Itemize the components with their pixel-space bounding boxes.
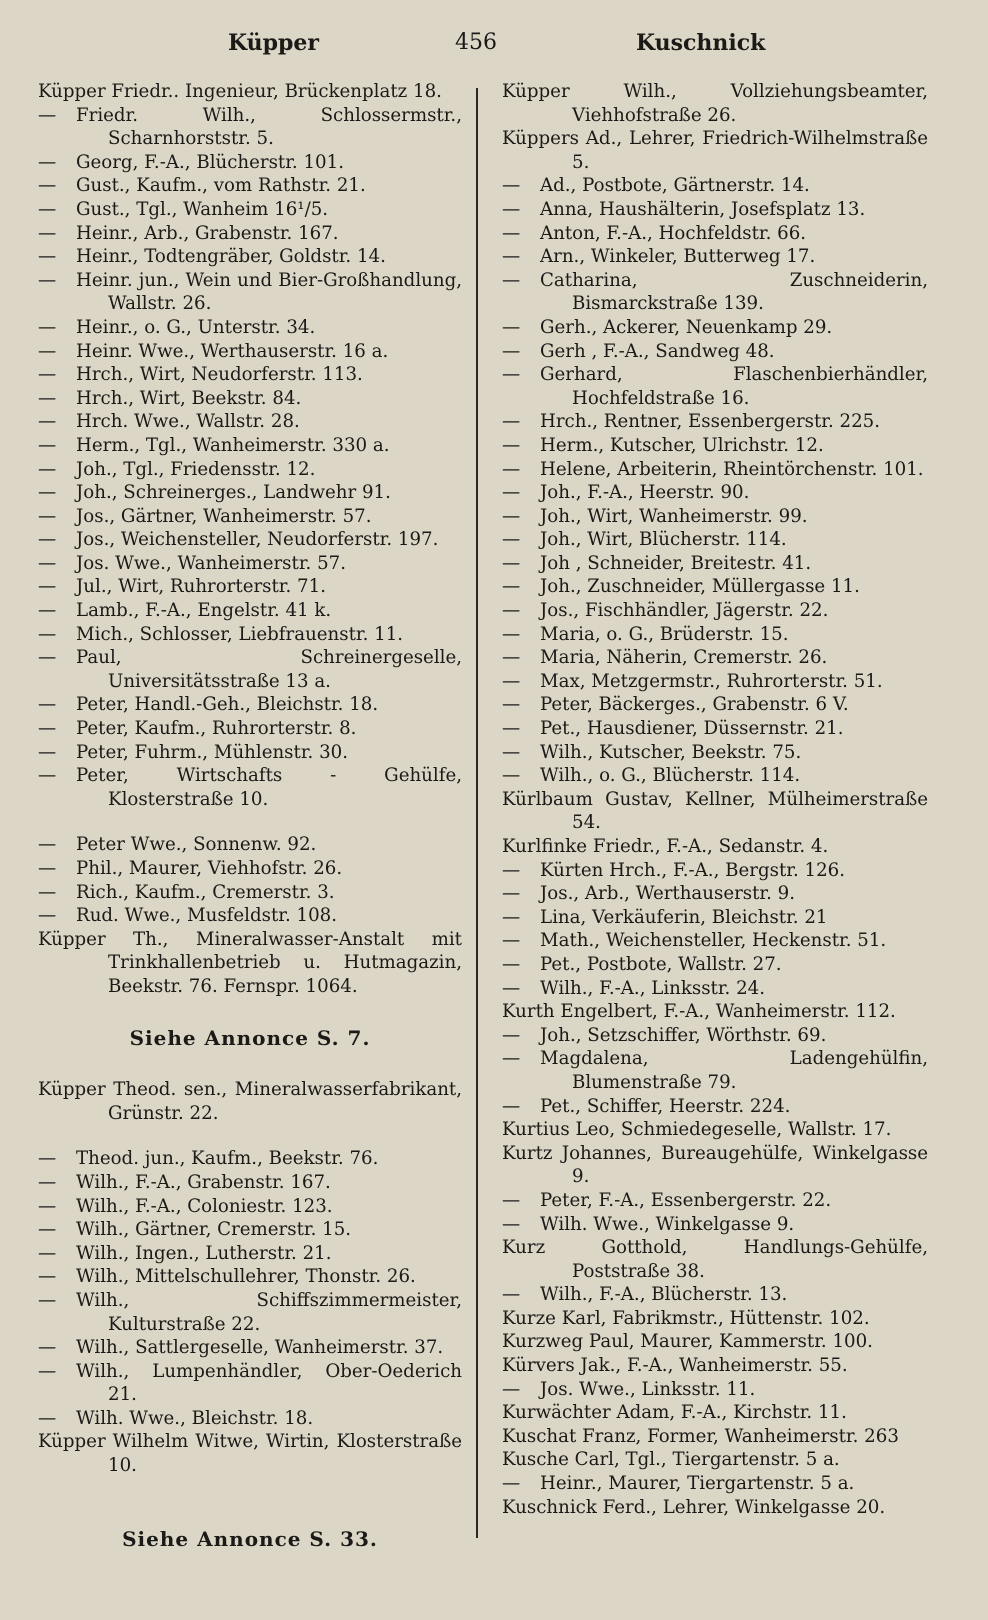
ditto-dash: — bbox=[502, 246, 521, 268]
ditto-dash: — bbox=[502, 647, 521, 669]
spacer bbox=[38, 1500, 462, 1522]
directory-entry bbox=[38, 1430, 462, 1477]
entry-text: Küpper Wilhelm Witwe, Wirtin, Klosterstraße 10. bbox=[38, 1431, 462, 1477]
directory-entry bbox=[38, 410, 462, 434]
entry-text: Hrch., Wirt, Neudorferstr. 113. bbox=[76, 364, 363, 386]
ditto-dash: — bbox=[38, 316, 57, 338]
directory-entry bbox=[502, 174, 928, 198]
directory-entry bbox=[38, 481, 462, 505]
directory-entry bbox=[38, 151, 462, 175]
entry-text: Kürvers Jak., F.-A., Wanheimerstr. 55. bbox=[502, 1355, 848, 1377]
entry-text: Lina, Verkäuferin, Bleichstr. 21 bbox=[540, 906, 828, 928]
entry-text: Küpper Th., Mineralwasser-Anstalt mit Trinkhallenbetrieb u. Hutmagazin, Beekstr. 76. Fernspr. 1064. bbox=[38, 928, 462, 997]
ditto-dash: — bbox=[502, 1213, 521, 1235]
ditto-dash: — bbox=[38, 647, 57, 669]
entry-text: Küpper Wilh., Vollziehungsbeamter, Viehhofstraße 26. bbox=[502, 81, 928, 126]
entry-text: Math., Weichensteller, Heckenstr. 51. bbox=[540, 930, 887, 952]
entry-text: Joh., Tgl., Friedensstr. 12. bbox=[76, 458, 316, 480]
directory-entry bbox=[38, 552, 462, 576]
entry-text: Peter, F.-A., Essenbergerstr. 22. bbox=[540, 1189, 832, 1211]
entry-text: Jos. Wwe., Linksstr. 11. bbox=[540, 1378, 756, 1400]
entry-text: Pet., Postbote, Wallstr. 27. bbox=[540, 953, 782, 975]
ditto-dash: — bbox=[38, 834, 57, 856]
ditto-dash: — bbox=[38, 765, 57, 787]
directory-entry bbox=[502, 1330, 928, 1354]
entry-text: Wilh., Schiffszimmermeister, Kulturstraße 22. bbox=[76, 1289, 462, 1335]
entry-text: Hrch. Wwe., Wallstr. 28. bbox=[76, 411, 300, 433]
ditto-dash: — bbox=[38, 411, 57, 433]
entry-text: Maria, Näherin, Cremerstr. 26. bbox=[540, 647, 828, 669]
ditto-dash: — bbox=[502, 552, 521, 574]
directory-entry bbox=[38, 764, 462, 811]
entry-text: Jos., Gärtner, Wanheimerstr. 57. bbox=[76, 505, 372, 527]
ditto-dash: — bbox=[38, 1148, 57, 1170]
directory-entry bbox=[502, 859, 928, 883]
directory-entry bbox=[38, 1078, 462, 1125]
directory-entry bbox=[502, 670, 928, 694]
ditto-dash: — bbox=[38, 387, 57, 409]
entry-text: Kurth Engelbert, F.-A., Wanheimerstr. 112. bbox=[502, 1001, 896, 1023]
ditto-dash: — bbox=[502, 269, 521, 291]
entry-text: Maria, o. G., Brüderstr. 15. bbox=[540, 623, 789, 645]
directory-entry bbox=[38, 1336, 462, 1360]
entry-text: Wilh., Ingen., Lutherstr. 21. bbox=[76, 1242, 332, 1264]
ditto-dash: — bbox=[38, 1219, 57, 1241]
entry-text: Joh., Wirt, Blücherstr. 114. bbox=[540, 529, 787, 551]
entry-text: Peter, Bäckerges., Grabenstr. 6 V. bbox=[540, 694, 849, 716]
spacer bbox=[38, 999, 462, 1021]
directory-entry bbox=[502, 505, 928, 529]
ditto-dash: — bbox=[38, 198, 57, 220]
entry-text: Joh., Setzschiffer, Wörthstr. 69. bbox=[540, 1024, 827, 1046]
directory-entry bbox=[38, 1195, 462, 1219]
directory-entry bbox=[502, 717, 928, 741]
directory-entry bbox=[38, 599, 462, 623]
directory-entry bbox=[502, 1024, 928, 1048]
directory-entry bbox=[502, 316, 928, 340]
entry-text: Wilh., F.-A., Grabenstr. 167. bbox=[76, 1171, 331, 1193]
directory-entry bbox=[38, 1242, 462, 1266]
directory-entry bbox=[38, 904, 462, 928]
directory-entry bbox=[502, 1095, 928, 1119]
entry-text: Herm., Tgl., Wanheimerstr. 330 a. bbox=[76, 434, 390, 456]
directory-entry bbox=[502, 481, 928, 505]
directory-entry bbox=[502, 1378, 928, 1402]
ditto-dash: — bbox=[502, 883, 521, 905]
entry-text: Küpper Friedr.. Ingenieur, Brückenplatz 18. bbox=[38, 81, 442, 102]
directory-entry bbox=[38, 434, 462, 458]
ditto-dash: — bbox=[38, 434, 57, 456]
entry-text: Gust., Kaufm., vom Rathstr. 21. bbox=[76, 175, 366, 197]
entry-text: Joh., Wirt, Wanheimerstr. 99. bbox=[540, 505, 808, 527]
directory-entry bbox=[38, 269, 462, 316]
directory-entry bbox=[38, 717, 462, 741]
directory-entry bbox=[502, 1472, 928, 1496]
ditto-dash: — bbox=[502, 458, 521, 480]
entry-text: Helene, Arbeiterin, Rheintörchenstr. 101. bbox=[540, 458, 924, 480]
directory-entry bbox=[502, 835, 928, 859]
entry-text: Jul., Wirt, Ruhrorterstr. 71. bbox=[76, 576, 326, 598]
ditto-dash: — bbox=[38, 576, 57, 598]
directory-entry bbox=[38, 1360, 462, 1407]
entry-text: Kuschnick Ferd., Lehrer, Winkelgasse 20. bbox=[502, 1496, 886, 1518]
directory-entry bbox=[38, 833, 462, 857]
entry-text: Wilh., Lumpenhändler, Ober-Oederich 21. bbox=[76, 1360, 462, 1406]
directory-entry bbox=[38, 222, 462, 246]
directory-entry bbox=[38, 1407, 462, 1431]
entry-text: Jos., Fischhändler, Jägerstr. 22. bbox=[540, 600, 829, 622]
ditto-dash: — bbox=[502, 600, 521, 622]
entry-text: Kusche Carl, Tgl., Tiergartenstr. 5 a. bbox=[502, 1449, 840, 1471]
directory-entry bbox=[502, 693, 928, 717]
entry-text: Wilh., Gärtner, Cremerstr. 15. bbox=[76, 1219, 352, 1241]
entry-text: Rud. Wwe., Musfeldstr. 108. bbox=[76, 905, 337, 927]
ditto-dash: — bbox=[502, 1024, 521, 1046]
ditto-dash: — bbox=[38, 458, 57, 480]
entry-text: Peter, Fuhrm., Mühlenstr. 30. bbox=[76, 741, 349, 763]
directory-entry bbox=[38, 528, 462, 552]
directory-entry bbox=[502, 552, 928, 576]
directory-entry bbox=[38, 458, 462, 482]
entry-text: Wilh., Sattlergeselle, Wanheimerstr. 37. bbox=[76, 1337, 444, 1359]
entry-text: Jos., Weichensteller, Neudorferstr. 197. bbox=[76, 529, 439, 551]
entry-text: Küppers Ad., Lehrer, Friedrich-Wilhelmstraße 5. bbox=[502, 128, 928, 173]
ditto-dash: — bbox=[38, 505, 57, 527]
entry-text: Kurwächter Adam, F.-A., Kirchstr. 11. bbox=[502, 1402, 847, 1424]
entry-text: Heinr. Wwe., Werthauserstr. 16 a. bbox=[76, 340, 389, 362]
ditto-dash: — bbox=[502, 930, 521, 952]
entry-text: Kurze Karl, Fabrikmstr., Hüttenstr. 102. bbox=[502, 1307, 870, 1329]
entry-text: Peter, Wirtschafts - Gehülfe, Klosterstraße 10. bbox=[76, 765, 462, 810]
ditto-dash: — bbox=[502, 670, 521, 692]
entry-text: Hrch., Wirt, Beekstr. 84. bbox=[76, 387, 302, 409]
entry-text: Phil., Maurer, Viehhofstr. 26. bbox=[76, 858, 343, 879]
directory-entry bbox=[502, 906, 928, 930]
directory-entry bbox=[502, 1401, 928, 1425]
ditto-dash: — bbox=[38, 482, 57, 504]
ditto-dash: — bbox=[38, 881, 57, 903]
entry-text: Mich., Schlosser, Liebfrauenstr. 11. bbox=[76, 623, 404, 645]
entry-text: Arn., Winkeler, Butterweg 17. bbox=[540, 246, 816, 268]
entry-text: Kurtius Leo, Schmiedegeselle, Wallstr. 17. bbox=[502, 1119, 892, 1141]
directory-entry bbox=[502, 1118, 928, 1142]
directory-entry bbox=[38, 505, 462, 529]
directory-entry bbox=[502, 977, 928, 1001]
ditto-dash: — bbox=[502, 198, 521, 220]
ditto-dash: — bbox=[38, 1407, 57, 1429]
ditto-dash: — bbox=[38, 1360, 57, 1382]
directory-entry bbox=[502, 1448, 928, 1472]
directory-entry bbox=[502, 434, 928, 458]
directory-entry bbox=[502, 1425, 928, 1449]
directory-entry bbox=[502, 575, 928, 599]
ditto-dash: — bbox=[502, 906, 521, 928]
ditto-dash: — bbox=[38, 269, 57, 291]
directory-entry bbox=[38, 104, 462, 151]
directory-entry bbox=[502, 1236, 928, 1283]
ditto-dash: — bbox=[38, 222, 57, 244]
directory-entry bbox=[502, 1142, 928, 1189]
entry-text: Gerh , F.-A., Sandweg 48. bbox=[540, 340, 775, 362]
ditto-dash: — bbox=[38, 1266, 57, 1288]
entry-text: Catharina, Zuschneiderin, Bismarckstraße 139. bbox=[540, 269, 928, 315]
header-left-catchword: Küpper bbox=[228, 30, 319, 56]
ditto-dash: — bbox=[38, 718, 57, 740]
ditto-dash: — bbox=[38, 1289, 57, 1311]
ditto-dash: — bbox=[38, 741, 57, 763]
entry-text: Kürlbaum Gustav, Kellner, Mülheimerstraße 54. bbox=[502, 788, 928, 834]
entry-text: Heinr., Arb., Grabenstr. 167. bbox=[76, 222, 339, 244]
ditto-dash: — bbox=[502, 576, 521, 598]
ditto-dash: — bbox=[502, 222, 521, 244]
directory-entry bbox=[38, 198, 462, 222]
entry-text: Heinr., Todtengräber, Goldstr. 14. bbox=[76, 246, 386, 268]
header-right-catchword: Kuschnick bbox=[636, 30, 766, 56]
column-divider bbox=[476, 88, 478, 1538]
entry-text: Heinr. jun., Wein und Bier-Großhandlung, Wallstr. 26. bbox=[76, 269, 462, 315]
ditto-dash: — bbox=[502, 529, 521, 551]
ditto-dash: — bbox=[502, 977, 521, 999]
entry-text: Joh., F.-A., Heerstr. 90. bbox=[540, 482, 750, 504]
directory-entry bbox=[38, 575, 462, 599]
directory-entry bbox=[502, 363, 928, 410]
page-number: 456 bbox=[455, 30, 497, 55]
entry-text: Max, Metzgermstr., Ruhrorterstr. 51. bbox=[540, 670, 883, 692]
entry-text: Hrch., Rentner, Essenbergerstr. 225. bbox=[540, 411, 881, 433]
ditto-dash: — bbox=[502, 1284, 521, 1306]
directory-entry bbox=[38, 1147, 462, 1171]
entry-text: Paul, Schreinergeselle, Universitätsstraße 13 a. bbox=[76, 647, 462, 692]
directory-entry bbox=[502, 1354, 928, 1378]
ditto-dash: — bbox=[38, 1171, 57, 1193]
left-column bbox=[38, 80, 462, 1557]
directory-entry bbox=[502, 1000, 928, 1024]
directory-entry bbox=[502, 1283, 928, 1307]
directory-entry bbox=[502, 788, 928, 835]
directory-entry bbox=[502, 741, 928, 765]
ditto-dash: — bbox=[502, 434, 521, 456]
entry-text: Wilh., F.-A., Coloniestr. 123. bbox=[76, 1195, 333, 1217]
entry-text: Gerh., Ackerer, Neuenkamp 29. bbox=[540, 316, 833, 338]
directory-entry bbox=[38, 1218, 462, 1242]
ditto-dash: — bbox=[502, 623, 521, 645]
ditto-dash: — bbox=[38, 175, 57, 197]
entry-text: Herm., Kutscher, Ulrichstr. 12. bbox=[540, 434, 824, 456]
entry-text: Peter Wwe., Sonnenw. 92. bbox=[76, 834, 317, 856]
directory-entry bbox=[38, 741, 462, 765]
entry-text: Wilh. Wwe., Winkelgasse 9. bbox=[540, 1213, 795, 1235]
ditto-dash: — bbox=[502, 505, 521, 527]
directory-entry bbox=[502, 764, 928, 788]
ditto-dash: — bbox=[38, 1242, 57, 1264]
directory-entry bbox=[38, 881, 462, 905]
directory-entry bbox=[502, 245, 928, 269]
directory-entry bbox=[502, 623, 928, 647]
directory-entry bbox=[502, 269, 928, 316]
entry-text: Ad., Postbote, Gärtnerstr. 14. bbox=[540, 175, 810, 197]
directory-entry bbox=[502, 198, 928, 222]
entry-text: Wilh., Mittelschullehrer, Thonstr. 26. bbox=[76, 1266, 416, 1288]
entry-text: Wilh., F.-A., Linksstr. 24. bbox=[540, 977, 766, 999]
spacer bbox=[38, 1056, 462, 1078]
directory-entry bbox=[502, 1189, 928, 1213]
entry-text: Wilh., o. G., Blücherstr. 114. bbox=[540, 765, 801, 787]
directory-entry bbox=[38, 340, 462, 364]
ditto-dash: — bbox=[502, 953, 521, 975]
entry-text: Anna, Haushälterin, Josefsplatz 13. bbox=[540, 198, 866, 220]
directory-entry bbox=[502, 1047, 928, 1094]
entry-text: Pet., Hausdiener, Düssernstr. 21. bbox=[540, 718, 844, 740]
ditto-dash: — bbox=[502, 859, 521, 881]
ditto-dash: — bbox=[38, 151, 57, 173]
directory-entry bbox=[502, 1307, 928, 1331]
directory-entry bbox=[502, 599, 928, 623]
entry-text: Gust., Tgl., Wanheim 16¹/5. bbox=[76, 198, 329, 220]
entry-text: Theod. jun., Kaufm., Beekstr. 76. bbox=[76, 1148, 379, 1170]
running-header bbox=[0, 30, 988, 66]
spacer bbox=[38, 811, 462, 833]
ditto-dash: — bbox=[38, 1337, 57, 1359]
directory-entry bbox=[502, 953, 928, 977]
entry-text: Kurtz Johannes, Bureaugehülfe, Winkelgasse 9. bbox=[502, 1142, 928, 1188]
directory-entry bbox=[502, 646, 928, 670]
ditto-dash: — bbox=[38, 694, 57, 716]
ditto-dash: — bbox=[502, 482, 521, 504]
entry-text: Kurlfinke Friedr., F.-A., Sedanstr. 4. bbox=[502, 836, 829, 857]
ditto-dash: — bbox=[502, 694, 521, 716]
entry-text: Gerhard, Flaschenbierhändler, Hochfeldstraße 16. bbox=[540, 364, 928, 409]
directory-entry bbox=[38, 857, 462, 881]
entry-text: Heinr., o. G., Unterstr. 34. bbox=[76, 316, 316, 338]
entry-text: Küpper Theod. sen., Mineralwasserfabrikant, Grünstr. 22. bbox=[38, 1079, 462, 1124]
entry-text: Joh., Zuschneider, Müllergasse 11. bbox=[540, 576, 860, 598]
ditto-dash: — bbox=[502, 765, 521, 787]
entry-text: Jos. Wwe., Wanheimerstr. 57. bbox=[76, 552, 346, 574]
ditto-dash: — bbox=[38, 529, 57, 551]
directory-entry bbox=[38, 623, 462, 647]
directory-entry bbox=[502, 80, 928, 127]
directory-entry bbox=[502, 929, 928, 953]
entry-text: Peter, Handl.-Geh., Bleichstr. 18. bbox=[76, 694, 379, 716]
ditto-dash: — bbox=[502, 340, 521, 362]
ditto-dash: — bbox=[502, 741, 521, 763]
ditto-dash: — bbox=[38, 600, 57, 622]
directory-entry bbox=[38, 646, 462, 693]
entry-text: Wilh., F.-A., Blücherstr. 13. bbox=[540, 1284, 788, 1306]
ditto-dash: — bbox=[502, 1473, 521, 1495]
directory-entry bbox=[38, 387, 462, 411]
directory-entry bbox=[502, 340, 928, 364]
entry-text: Heinr., Maurer, Tiergartenstr. 5 a. bbox=[540, 1473, 855, 1495]
entry-text: Friedr. Wilh., Schlossermstr., Scharnhorststr. 5. bbox=[76, 104, 462, 150]
directory-entry bbox=[38, 363, 462, 387]
directory-entry bbox=[502, 882, 928, 906]
directory-entry bbox=[38, 1265, 462, 1289]
entry-text: Joh., Schreinerges., Landwehr 91. bbox=[76, 482, 391, 504]
directory-entry bbox=[38, 1289, 462, 1336]
ditto-dash: — bbox=[38, 858, 57, 879]
entry-text: Pet., Schiffer, Heerstr. 224. bbox=[540, 1095, 791, 1117]
entry-text: Georg, F.-A., Blücherstr. 101. bbox=[76, 151, 344, 173]
directory-entry bbox=[38, 316, 462, 340]
entry-text: Kurz Gotthold, Handlungs-Gehülfe, Poststraße 38. bbox=[502, 1237, 928, 1282]
directory-entry bbox=[38, 245, 462, 269]
directory-entry bbox=[38, 1171, 462, 1195]
entry-text: Wilh. Wwe., Bleichstr. 18. bbox=[76, 1407, 314, 1429]
entry-text: Kürten Hrch., F.-A., Bergstr. 126. bbox=[540, 859, 846, 881]
entry-text: Rich., Kaufm., Cremerstr. 3. bbox=[76, 881, 335, 903]
ditto-dash: — bbox=[38, 552, 57, 574]
directory-entry bbox=[502, 127, 928, 174]
advert-notice: Siehe Annonce S. 7. bbox=[129, 1025, 371, 1050]
entry-text: Wilh., Kutscher, Beekstr. 75. bbox=[540, 741, 802, 763]
directory-entry bbox=[38, 693, 462, 717]
entry-text: Joh , Schneider, Breitestr. 41. bbox=[540, 552, 812, 574]
ditto-dash: — bbox=[38, 340, 57, 362]
directory-entry bbox=[502, 222, 928, 246]
advert-notice: Siehe Annonce S. 33. bbox=[122, 1526, 378, 1551]
ditto-dash: — bbox=[502, 718, 521, 740]
directory-entry bbox=[502, 410, 928, 434]
ditto-dash: — bbox=[502, 364, 521, 386]
right-column bbox=[502, 80, 928, 1519]
directory-entry bbox=[502, 528, 928, 552]
directory-entry bbox=[38, 80, 462, 104]
ditto-dash: — bbox=[502, 1095, 521, 1117]
ditto-dash: — bbox=[38, 1195, 57, 1217]
entry-text: Lamb., F.-A., Engelstr. 41 k. bbox=[76, 600, 332, 622]
entry-text: Jos., Arb., Werthauserstr. 9. bbox=[540, 883, 796, 905]
directory-entry bbox=[502, 1496, 928, 1520]
directory-entry bbox=[502, 1213, 928, 1237]
entry-text: Kuschat Franz, Former, Wanheimerstr. 263 bbox=[502, 1425, 899, 1447]
ditto-dash: — bbox=[38, 364, 57, 386]
directory-entry bbox=[38, 928, 462, 999]
ditto-dash: — bbox=[502, 1189, 521, 1211]
ditto-dash: — bbox=[38, 104, 57, 126]
entry-text: Peter, Kaufm., Ruhrorterstr. 8. bbox=[76, 718, 357, 740]
ditto-dash: — bbox=[38, 623, 57, 645]
ditto-dash: — bbox=[502, 1048, 521, 1070]
ditto-dash: — bbox=[502, 1378, 521, 1400]
ditto-dash: — bbox=[502, 411, 521, 433]
ditto-dash: — bbox=[38, 246, 57, 268]
ditto-dash: — bbox=[38, 905, 57, 927]
entry-text: Kurzweg Paul, Maurer, Kammerstr. 100. bbox=[502, 1331, 873, 1353]
spacer bbox=[38, 1478, 462, 1500]
entry-text: Magdalena, Ladengehülfin, Blumenstraße 79. bbox=[540, 1048, 928, 1093]
directory-entry bbox=[502, 458, 928, 482]
ditto-dash: — bbox=[502, 316, 521, 338]
ditto-dash: — bbox=[502, 175, 521, 197]
directory-entry bbox=[38, 174, 462, 198]
spacer bbox=[38, 1125, 462, 1147]
entry-text: Anton, F.-A., Hochfeldstr. 66. bbox=[540, 222, 807, 244]
